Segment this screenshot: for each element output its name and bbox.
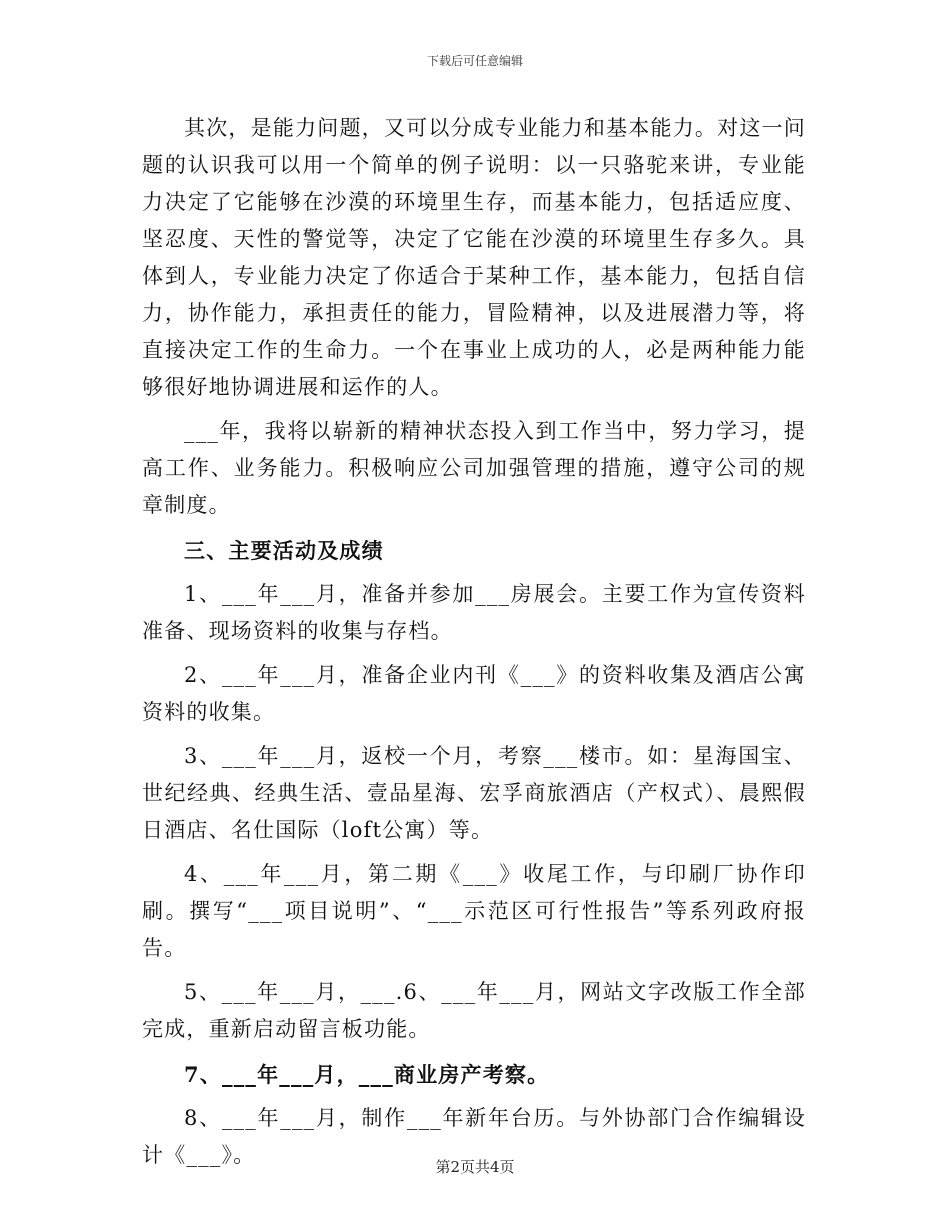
page-header: 下载后可任意编辑 bbox=[426, 54, 523, 68]
list-item-3: 3、___年___月，返校一个月，考察___楼市。如：星海国宝、世纪经典、经典生活、壹品星海、宏孚商旅酒店（产权式）、晨熙假日酒店、名仕国际（loft公寓）等。 bbox=[142, 744, 806, 842]
paragraph-ability: 其次，是能力问题，又可以分成专业能力和基本能力。对这一问题的认识我可以用一个简单的例子说明：以一只骆驼来讲，专业能力决定了它能够在沙漠的环境里生存，而基本能力，包括适应度、坚忍度、天性的警觉等，决定了它能在沙漠的环境里生存多久。具体到人，专业能力决定了你适合于某种工作，基本能力，包括自信力，协作能力，承担责任的能力，冒险精神，以及进展潜力等，将直接决定工作的生命力。一个在事业上成功的人，必是两种能力能够很好地协调进展和运作的人。 bbox=[142, 116, 806, 399]
list-item-8: 8、___年___月，制作___年新年台历。与外协部门合作编辑设计《___》。 bbox=[142, 1106, 806, 1167]
list-item-2: 2、___年___月，准备企业内刊《___》的资料收集及酒店公寓资料的收集。 bbox=[142, 663, 806, 724]
list-item-4: 4、___年___月，第二期《___》收尾工作，与印刷厂协作印刷。撰写“___项目说明”、“___示范区可行性报告”等系列政府报告。 bbox=[142, 862, 806, 960]
page-footer: 第2页共4页 bbox=[435, 1158, 515, 1176]
document-body bbox=[142, 110, 806, 1174]
paragraph-plan: ___年，我将以崭新的精神状态投入到工作当中，努力学习，提高工作、业务能力。积极响应公司加强管理的措施，遵守公司的规章制度。 bbox=[142, 419, 806, 517]
list-item-5-6: 5、___年___月，___.6、___年___月，网站文字改版工作全部完成，重新启动留言板功能。 bbox=[142, 980, 806, 1041]
section-heading: 三、主要活动及成绩 bbox=[184, 538, 384, 563]
list-item-1: 1、___年___月，准备并参加___房展会。主要工作为宣传资料准备、现场资料的收集与存档。 bbox=[142, 582, 806, 643]
list-item-7: 7、___年___月，___商业房产考察。 bbox=[184, 1062, 550, 1087]
